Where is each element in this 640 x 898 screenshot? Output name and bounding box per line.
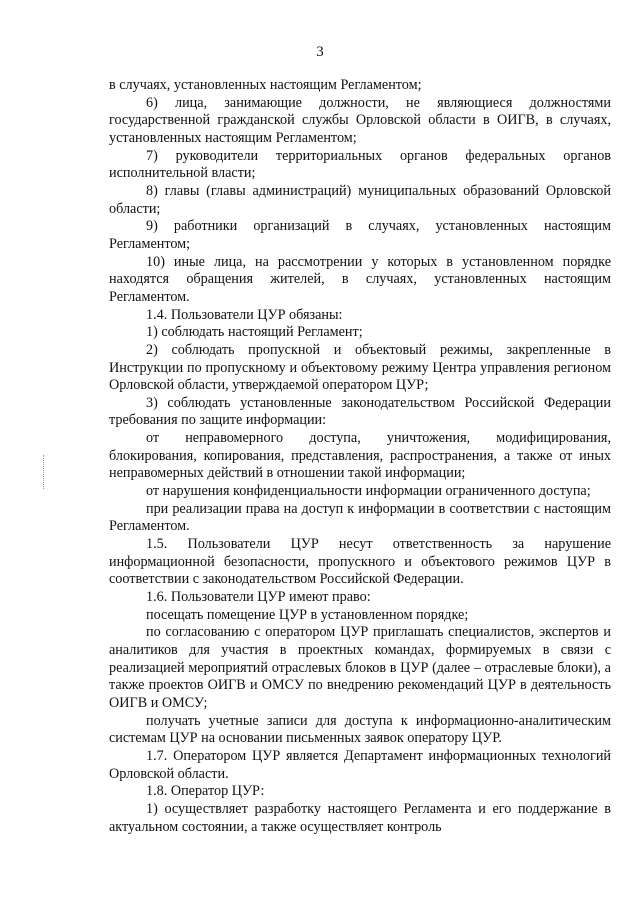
section-heading: 1.6. Пользователи ЦУР имеют право:	[146, 589, 371, 606]
paragraph: 6) лица, занимающие должности, не являющиеся должностями государственной гражданской службы Орловской области в ОИГВ, в случаях, установленных настоящим Регламентом;	[109, 94, 611, 146]
paragraph: 1) осуществляет разработку настоящего Регламента и его поддержание в актуальном состоянии, а также осуществляет контроль	[109, 800, 611, 835]
paragraph: 8) главы (главы администраций) муниципальных образований Орловской области;	[109, 182, 611, 217]
paragraph: 2) соблюдать пропускной и объектовый режимы, закрепленные в Инструкции по пропускному и объектовому режиму Центра управления регионом Орловской области, утверждаемой оператором ЦУР;	[109, 341, 611, 394]
paragraph: 3) соблюдать установленные законодательством Российской Федерации требования по защите информации:	[109, 394, 611, 429]
paragraph: при реализации права на доступ к информации в соответствии с настоящим Регламентом.	[109, 500, 611, 535]
paragraph: по согласованию с оператором ЦУР приглашать специалистов, экспертов и аналитиков для участия в проектных командах, формируемых в связи с реализацией мероприятий отраслевых блоков в ЦУР (далее – отраслевые блоки), а также проектов ОИГВ и ОМСУ по внедрению рекомендаций ЦУР в деятельность ОИГВ и ОМСУ;	[109, 624, 611, 711]
paragraph: 10) иные лица, на рассмотрении у которых в установленном порядке находятся обращения жителей, в случаях, установленных настоящим Регламентом.	[109, 253, 611, 305]
section-heading: 1.5. Пользователи ЦУР несут ответственность за нарушение информационной безопасности, пропускного и объектового режимов ЦУР в соответствии с законодательством Российской Федерации.	[109, 536, 611, 588]
section-heading: 1.7. Оператором ЦУР является Департамент информационных технологий Орловской области.	[109, 747, 611, 782]
document-body	[109, 77, 611, 836]
paragraph: 7) руководители территориальных органов федеральных органов исполнительной власти;	[109, 147, 611, 182]
section-heading: 1.8. Оператор ЦУР:	[146, 783, 265, 800]
paragraph: посещать помещение ЦУР в установленном порядке;	[146, 606, 469, 623]
paragraph: получать учетные записи для доступа к информационно-аналитическим системам ЦУР на основании письменных заявок оператору ЦУР.	[109, 712, 611, 747]
paragraph: в случаях, установленных настоящим Регламентом;	[109, 77, 422, 93]
page-number: 3	[316, 44, 324, 60]
paragraph: 1) соблюдать настоящий Регламент;	[146, 324, 363, 341]
paragraph: 9) работники организаций в случаях, установленных настоящим Регламентом;	[109, 218, 611, 252]
paragraph: от нарушения конфиденциальности информации ограниченного доступа;	[146, 483, 591, 500]
section-heading: 1.4. Пользователи ЦУР обязаны:	[146, 306, 343, 323]
paragraph: от неправомерного доступа, уничтожения, модифицирования, блокирования, копирования, представления, распространения, а также от иных неправомерных действий в отношении такой информации;	[109, 430, 611, 482]
margin-scan-mark	[43, 455, 46, 489]
